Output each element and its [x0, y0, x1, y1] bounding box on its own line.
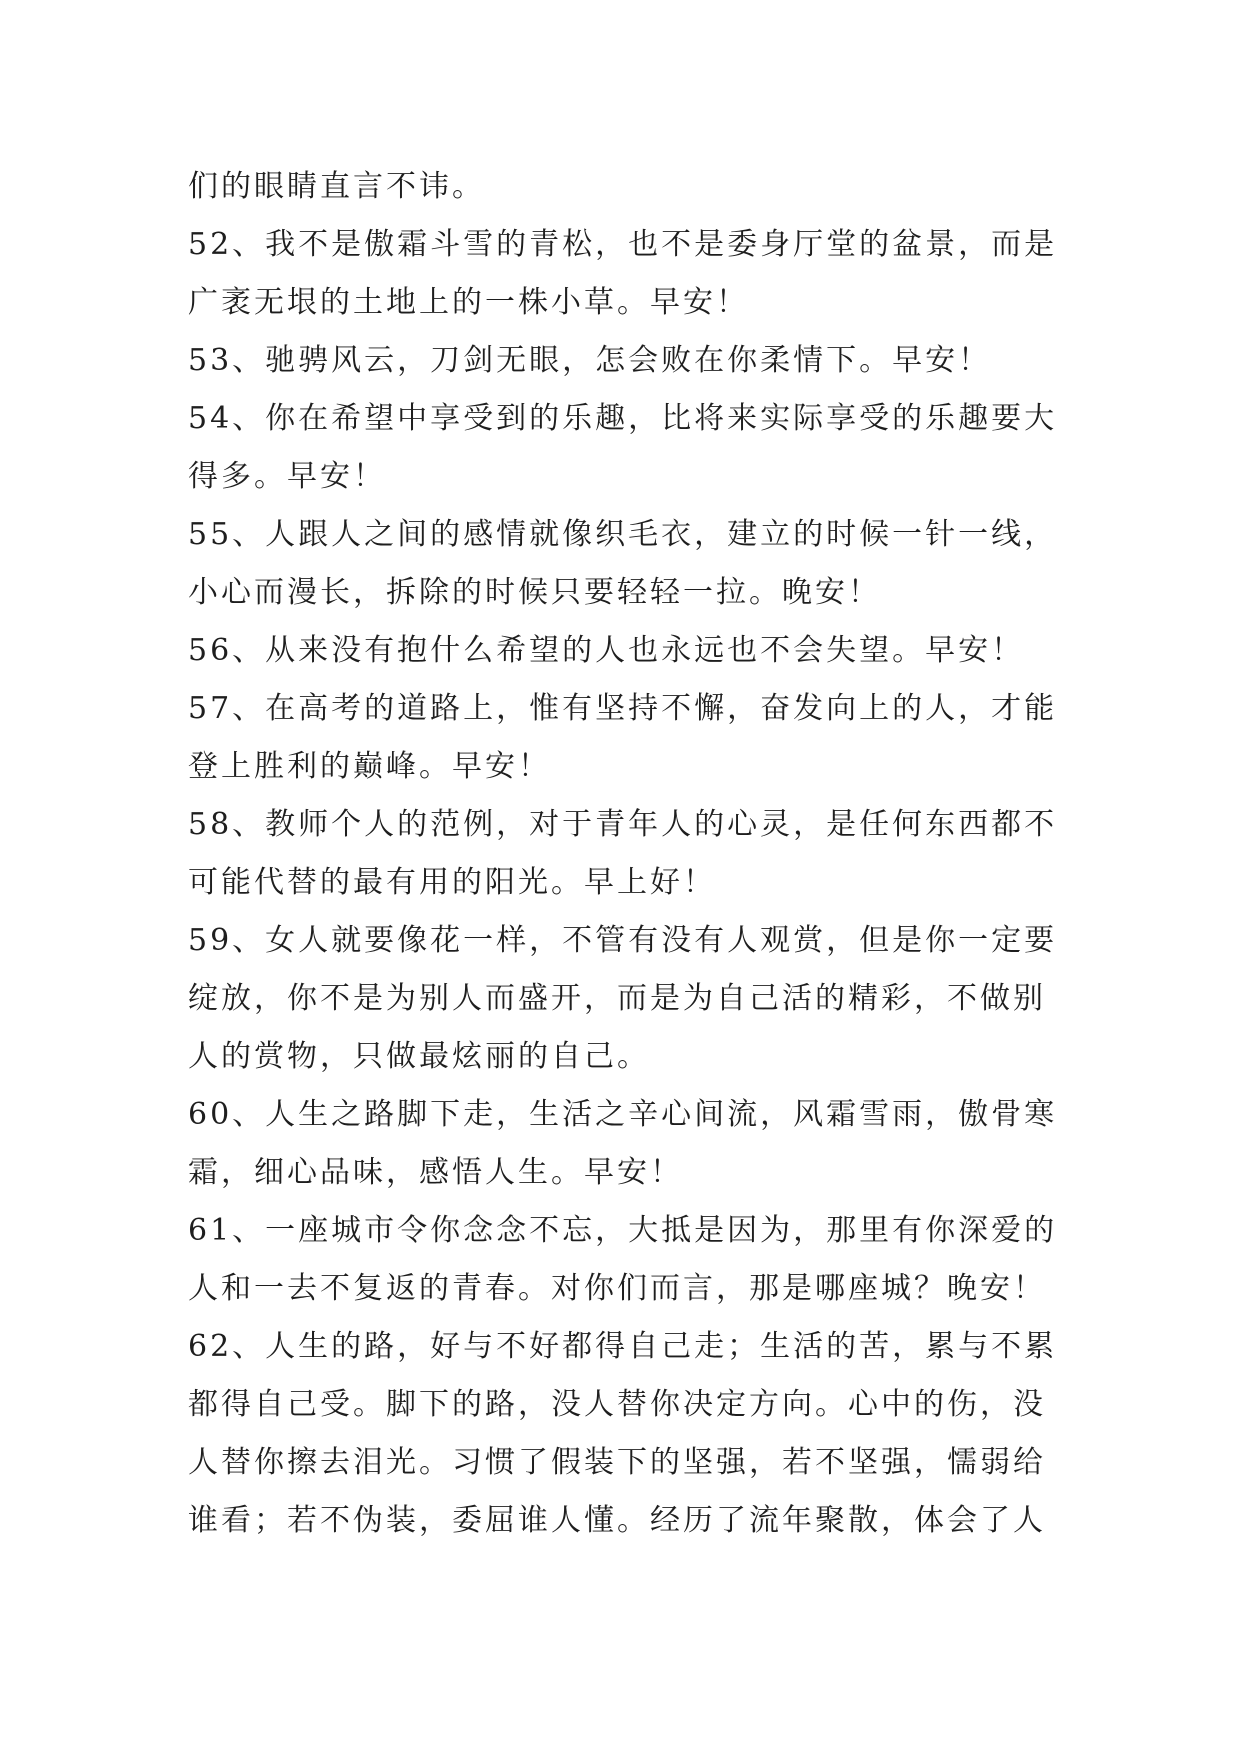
- text-line: 们的眼睛直言不讳。: [188, 169, 485, 204]
- text-line: 人替你擦去泪光。习惯了假装下的坚强，若不坚强，懦弱给: [188, 1445, 1046, 1480]
- text-line: 54、你在希望中享受到的乐趣，比将来实际享受的乐趣要大: [188, 401, 1058, 436]
- text-line: 都得自己受。脚下的路，没人替你决定方向。心中的伤，没: [188, 1387, 1046, 1422]
- text-line: 62、人生的路，好与不好都得自己走；生活的苦，累与不累: [188, 1329, 1058, 1364]
- text-line: 小心而漫长，拆除的时候只要轻轻一拉。晚安！: [188, 575, 881, 610]
- text-line: 广袤无垠的土地上的一株小草。早安！: [188, 285, 749, 320]
- text-line: 61、一座城市令你念念不忘，大抵是因为，那里有你深爱的: [188, 1213, 1058, 1248]
- text-line: 人的赏物，只做最炫丽的自己。: [188, 1039, 650, 1074]
- text-line: 56、从来没有抱什么希望的人也永远也不会失望。早安！: [188, 633, 1025, 668]
- text-line: 绽放，你不是为别人而盛开，而是为自己活的精彩，不做别: [188, 981, 1046, 1016]
- text-line: 58、教师个人的范例，对于青年人的心灵，是任何东西都不: [188, 807, 1058, 842]
- text-line: 登上胜利的巅峰。早安！: [188, 749, 551, 784]
- text-line: 人和一去不复返的青春。对你们而言，那是哪座城？晚安！: [188, 1271, 1046, 1306]
- body-text: [188, 158, 1068, 1550]
- text-line: 57、在高考的道路上，惟有坚持不懈，奋发向上的人，才能: [188, 691, 1058, 726]
- text-line: 53、驰骋风云，刀剑无眼，怎会败在你柔情下。早安！: [188, 343, 992, 378]
- text-line: 52、我不是傲霜斗雪的青松，也不是委身厅堂的盆景，而是: [188, 227, 1058, 262]
- text-line: 59、女人就要像花一样，不管有没有人观赏，但是你一定要: [188, 923, 1058, 958]
- text-line: 可能代替的最有用的阳光。早上好！: [188, 865, 716, 900]
- text-line: 得多。早安！: [188, 459, 386, 494]
- text-line: 55、人跟人之间的感情就像织毛衣，建立的时候一针一线，: [188, 517, 1058, 552]
- text-line: 霜，细心品味，感悟人生。早安！: [188, 1155, 683, 1190]
- text-line: 谁看；若不伪装，委屈谁人懂。经历了流年聚散，体会了人: [188, 1503, 1046, 1538]
- text-line: 60、人生之路脚下走，生活之辛心间流，风霜雪雨，傲骨寒: [188, 1097, 1058, 1132]
